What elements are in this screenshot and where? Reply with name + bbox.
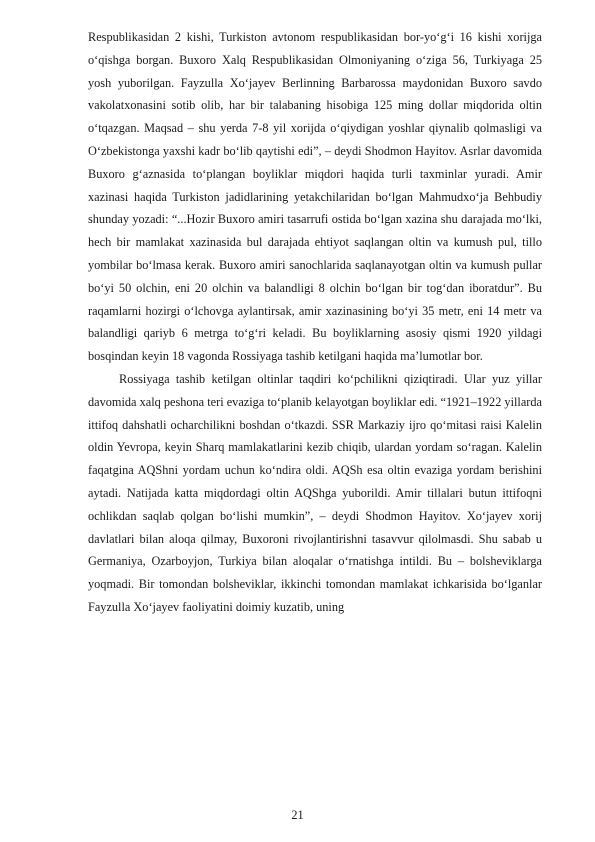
page-number: 21 <box>291 808 304 822</box>
document-body <box>88 26 542 619</box>
paragraph-2: Rossiyaga tashib ketilgan oltinlar taqdiri ko‘pchilikni qiziqtiradi. Ular yuz yillar davomida xalq peshona teri evaziga to‘planib kelayotgan boyliklar edi. “1921–1922 yillarda ittifoq dahshatli ocharchilikni boshdan o‘tkazdi. SSR Markaziy ijro qo‘mitasi raisi Kalelin oldin Yevropa, keyin Sharq mamlakatlarini kezib chiqib, ulardan yordam so‘ragan. Kalelin faqatgina AQShni yordam uchun ko‘ndira oldi. AQSh esa oltin evaziga yordam berishini aytadi. Natijada katta miqdordagi oltin AQShga yuborildi. Amir tillalari butun ittifoqni ochlikdan saqlab qolgan bo‘lishi mumkin”, – deydi Shodmon Hayitov. Xo‘jayev xorij davlatlari bilan aloqa qilmay, Buxoroni rivojlantirishni tasavvur qilolmasdi. Shu sabab u Germaniya, Ozarboyjon, Turkiya bilan aloqalar o‘rnatishga intildi. Bu – bolsheviklarga yoqmadi. Bir tomondan bolsheviklar, ikkinchi tomondan mamlakat ichkarisida bo‘lganlar Fayzulla Xo‘jayev faoliyatini doimiy kuzatib, uning <box>88 371 542 614</box>
paragraph-1: Respublikasidan 2 kishi, Turkiston avtonom respublikasidan bor-yo‘g‘i 16 kishi xorijga o‘qishga borgan. Buxoro Xalq Respublikasidan Olmoniyaning o‘ziga 56, Turkiyaga 25 yosh yuborilgan. Fayzulla Xo‘jayev Berlinning Barbarossa maydonidan Buxoro savdo vakolatxonasini sotib olib, har bir talabaning hisobiga 125 ming dollar miqdorida oltin o‘tqazgan. Maqsad – shu yerda 7-8 yil xorijda o‘qiydigan yoshlar qiynalib qolmasligi va O‘zbekistonga yaxshi kadr bo‘lib qaytishi edi”, – deydi Shodmon Hayitov. Asrlar davomida Buxoro g‘aznasida to‘plangan boyliklar miqdori haqida turli taxminlar yuradi. Amir xazinasi haqida Turkiston jadidlarining yetakchilaridan bo‘lgan Mahmudxo‘ja Behbudiy shunday yozadi: “...Hozir Buxoro amiri tasarrufi ostida bo‘lgan xazina shu darajada mo‘lki, hech bir mamlakat xazinasida bul darajada ehtiyot saqlangan oltin va kumush pul, tillo yombilar bo‘lmasa kerak. Buxoro amiri sanochlarida saqlanayotgan oltin va kumush pullar bo‘yi 50 olchin, eni 20 olchin va balandligi 8 olchin bo‘lgan bir tog‘dan iboratdur”. Bu raqamlarni hozirgi o‘lchovga aylantirsak, amir xazinasining bo‘yi 35 metr, eni 14 metr va balandligi qariyb 6 metrga to‘g‘ri keladi. Bu boyliklarning asosiy qismi 1920 yildagi bosqindan keyin 18 vagonda Rossiyaga tashib ketilgani haqida ma’lumotlar bor. <box>88 30 542 364</box>
